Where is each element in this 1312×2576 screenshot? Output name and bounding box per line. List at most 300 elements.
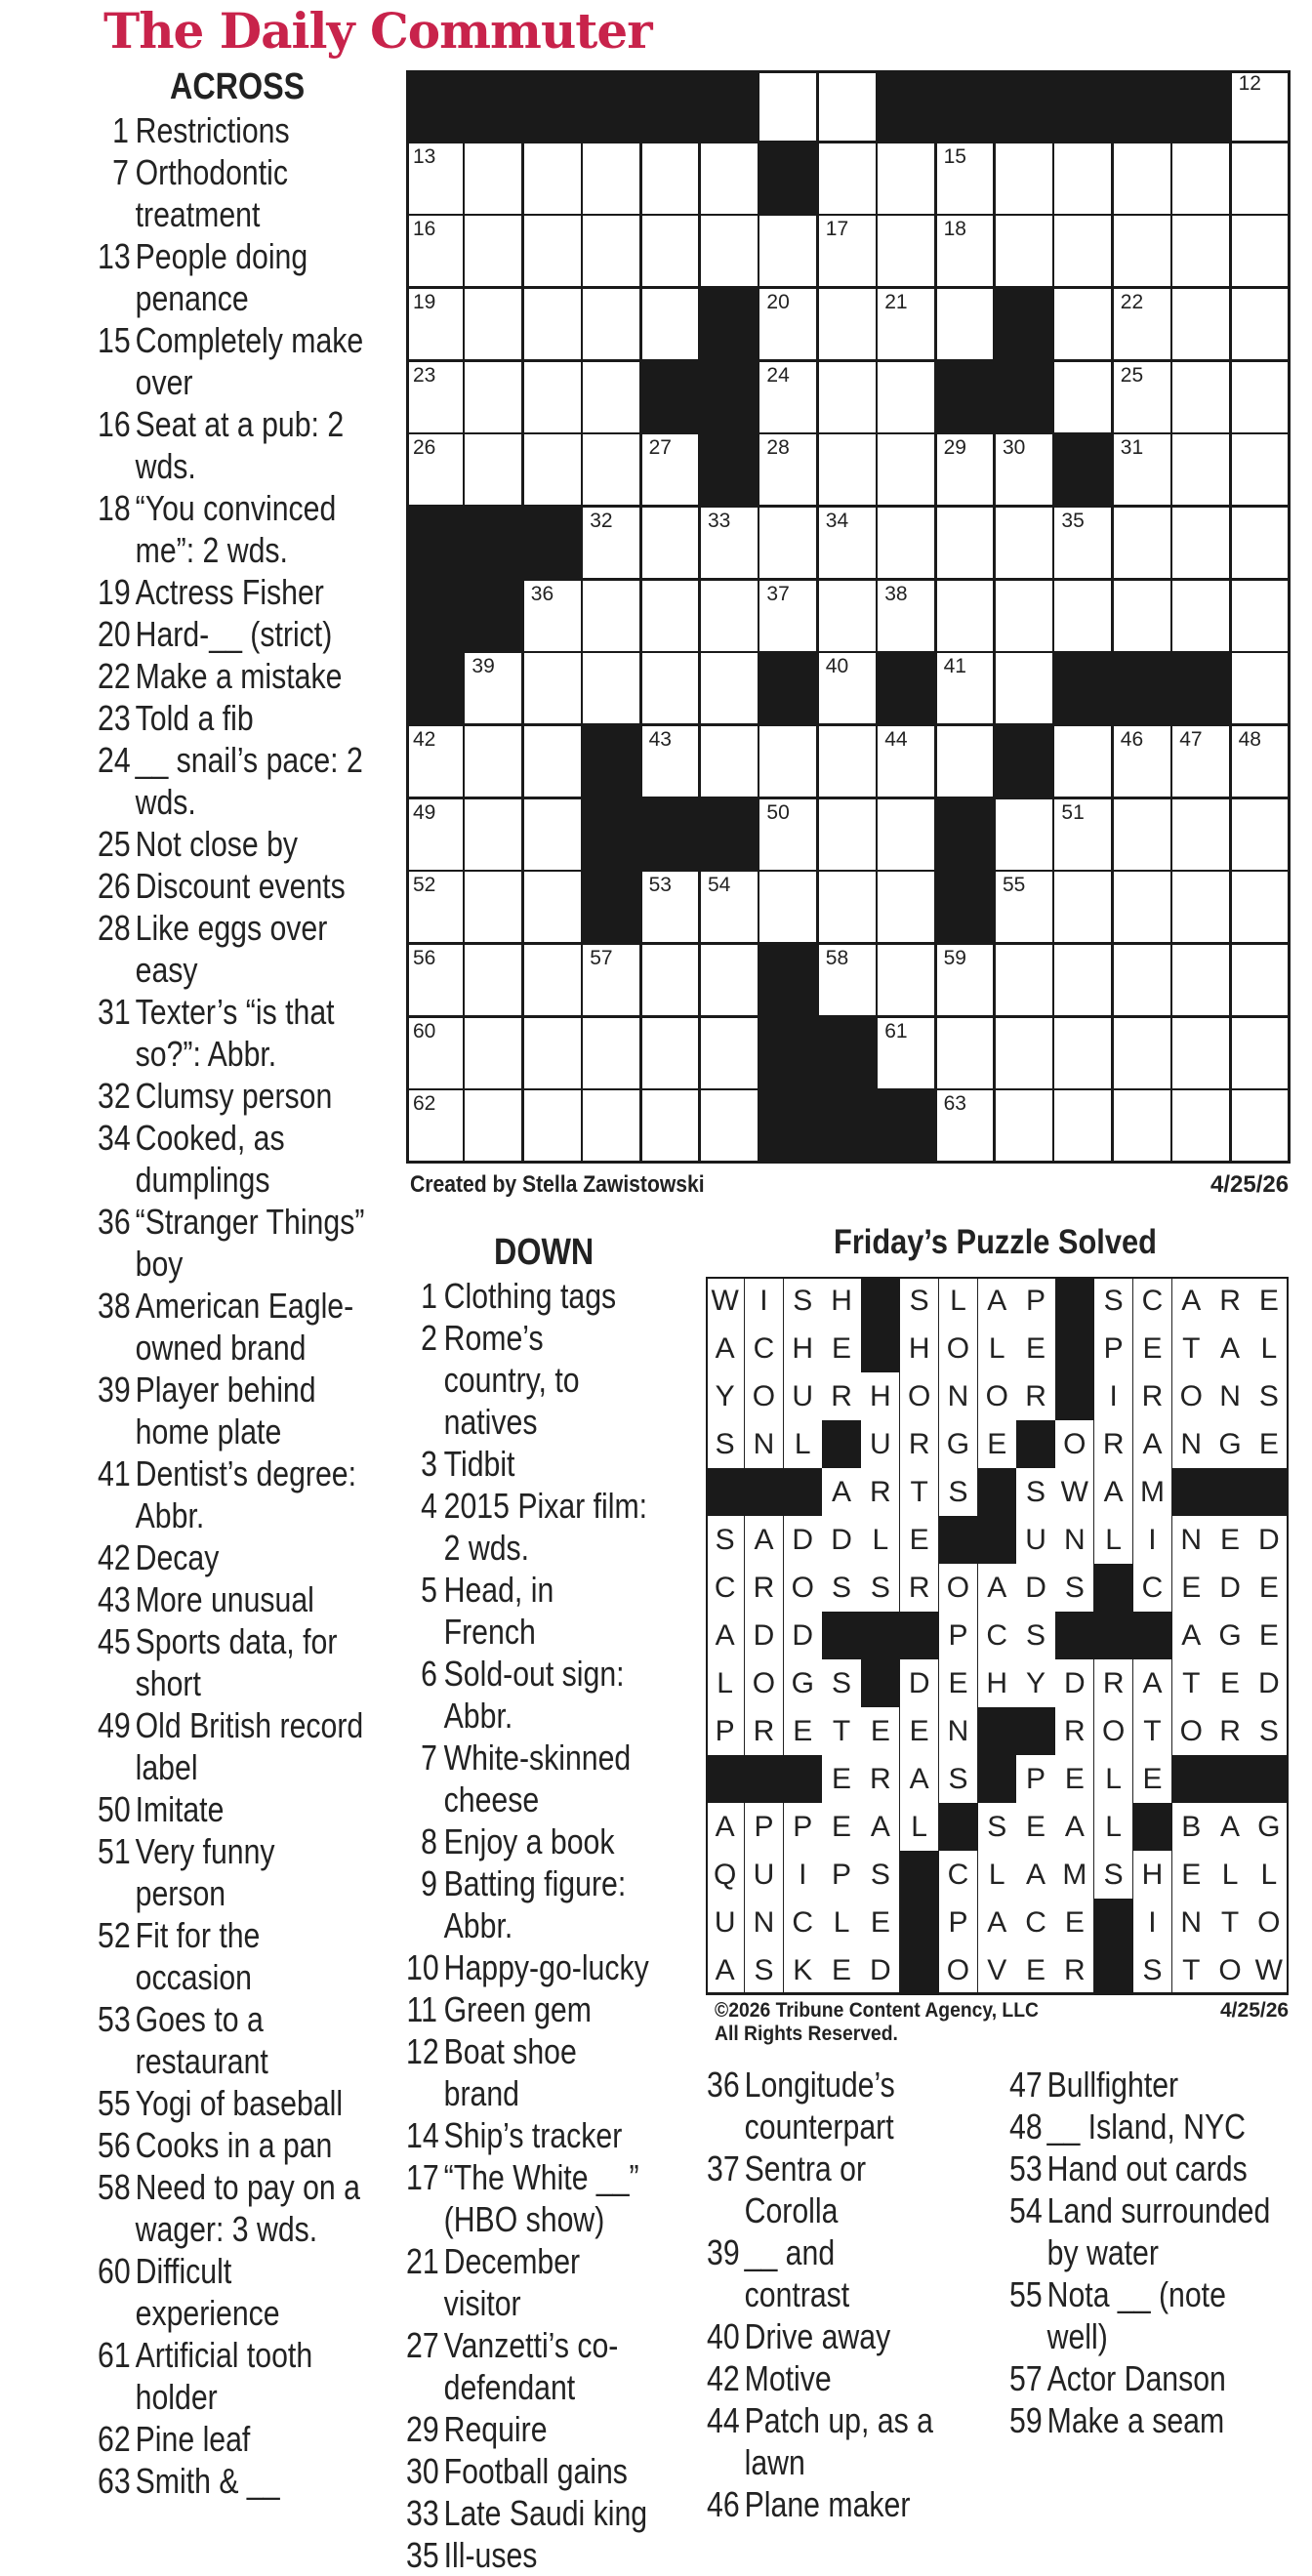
clue-item [98, 991, 368, 1075]
solved-letter: N [939, 1372, 978, 1421]
solved-letter: L [1210, 1851, 1250, 1900]
down-clue-list-2 [707, 2064, 936, 2525]
clue-text: American Eagle-owned brand [135, 1286, 354, 1368]
clue-item [98, 2124, 368, 2166]
clue-number: 48 [1009, 2106, 1043, 2147]
clue-text: Fit for the occasion [135, 1915, 261, 1997]
clue-number: 44 [707, 2400, 740, 2440]
clue-number: 57 [1009, 2358, 1043, 2398]
clue-text: Vanzetti’s co-defendant [443, 2325, 619, 2407]
solved-letter: L [1094, 1755, 1133, 1804]
solved-letter: S [1016, 1612, 1055, 1660]
clue-number: 33 [406, 2493, 439, 2533]
solved-letter: E [939, 1659, 978, 1708]
cell-number: 41 [943, 655, 966, 678]
solved-letter: S [939, 1468, 978, 1517]
clue-item [98, 1914, 368, 1998]
solved-letter: H [861, 1372, 900, 1421]
solved-letter: D [1250, 1516, 1289, 1565]
clue-text: Discount events [135, 866, 346, 906]
down-clue-list-1 [406, 1275, 652, 2576]
cell-number: 29 [943, 436, 966, 460]
clue-number: 56 [98, 2125, 131, 2165]
solved-letter: P [939, 1899, 978, 1947]
clue-item [98, 1369, 368, 1452]
clue-number: 17 [406, 2157, 439, 2197]
clue-number: 30 [406, 2451, 439, 2491]
copyright [715, 1999, 1039, 2046]
clue-number: 32 [98, 1076, 131, 1116]
clue-text: Batting figure: Abbr. [443, 1863, 627, 1945]
clue-item [98, 2418, 368, 2460]
clue-item [707, 2064, 936, 2147]
solved-letter: A [706, 1803, 745, 1852]
clue-number: 3 [421, 1444, 437, 1484]
solved-letter: O [978, 1372, 1017, 1421]
clue-number: 43 [98, 1579, 131, 1619]
solved-letter: I [1133, 1899, 1172, 1947]
cell-number: 27 [648, 436, 672, 460]
clue-text: __ Island, NYC [1046, 2106, 1247, 2147]
solved-letter: R [1016, 1372, 1055, 1421]
clue-text: Longitude’s counterpart [744, 2065, 895, 2147]
solved-letter: I [745, 1277, 784, 1326]
clue-text: Decay [135, 1537, 220, 1577]
clue-number: 4 [421, 1486, 437, 1526]
solved-letter: C [1133, 1277, 1172, 1326]
puzzle-date: 4/25/26 [1210, 1171, 1290, 1198]
clue-number: 59 [1009, 2400, 1043, 2440]
solved-letter: P [745, 1803, 784, 1852]
clue-text: People doing penance [135, 236, 308, 318]
clue-text: Hand out cards [1046, 2148, 1248, 2188]
cell-number: 33 [708, 510, 731, 532]
solved-letter: A [706, 1612, 745, 1660]
solved-letter: L [861, 1516, 900, 1565]
clue-item [98, 2082, 368, 2124]
solved-letter: N [1210, 1372, 1250, 1421]
clue-item [406, 1317, 652, 1443]
clue-item [707, 2315, 936, 2357]
cell-number: 49 [413, 800, 436, 824]
solved-letter: E [822, 1946, 861, 1995]
solved-letter: A [1094, 1468, 1133, 1517]
solved-letter: C [1133, 1564, 1172, 1613]
cell-number: 40 [825, 655, 849, 678]
solved-letter: B [1172, 1803, 1211, 1852]
clue-number: 49 [98, 1705, 131, 1745]
solved-letter: D [1016, 1564, 1055, 1613]
clue-text: Late Saudi king [443, 2493, 648, 2533]
clue-number: 55 [98, 2083, 131, 2123]
solved-letter: D [784, 1612, 823, 1660]
clue-item [98, 2250, 368, 2334]
clue-number: 20 [98, 614, 131, 654]
cell-number: 26 [413, 436, 436, 460]
cell-number: 50 [766, 800, 790, 824]
clue-text: Tidbit [443, 1444, 515, 1484]
solved-letter: D [1210, 1564, 1250, 1613]
solved-letter: I [1133, 1516, 1172, 1565]
cell-number: 28 [766, 436, 790, 460]
clue-item [98, 739, 368, 823]
cell-number: 53 [648, 874, 672, 897]
solved-letter: A [706, 1946, 745, 1995]
clue-number: 24 [98, 740, 131, 780]
clue-item [406, 1820, 652, 1862]
clue-text: Require [443, 2409, 548, 2449]
solved-puzzle-title: Friday’s Puzzle Solved [834, 1223, 1157, 1261]
clue-text: Dentist’s degree: Abbr. [135, 1453, 357, 1535]
clue-number: 13 [98, 236, 131, 276]
solved-letter: N [1172, 1420, 1211, 1469]
clue-number: 25 [98, 824, 131, 864]
solved-letter: T [822, 1707, 861, 1756]
clue-text: Patch up, as a lawn [744, 2400, 933, 2482]
solved-letter: T [1210, 1899, 1250, 1947]
solved-letter: A [978, 1899, 1017, 1947]
solved-letter: L [1094, 1516, 1133, 1565]
solved-letter: S [1055, 1564, 1094, 1613]
clue-text: Ship’s tracker [443, 2115, 623, 2155]
solved-letter: D [822, 1516, 861, 1565]
solved-letter: G [1210, 1612, 1250, 1660]
solved-letter: G [784, 1659, 823, 1708]
clue-item [406, 2324, 652, 2408]
cell-number: 20 [766, 291, 790, 313]
solved-letter: E [1250, 1612, 1289, 1660]
clue-text: Like eggs over easy [135, 908, 328, 990]
solved-letter: M [1133, 1468, 1172, 1517]
solved-letter: S [978, 1803, 1017, 1852]
cell-number: 13 [413, 144, 436, 168]
copyright-line-2: All Rights Reserved. [715, 2023, 898, 2045]
clue-number: 31 [98, 992, 131, 1032]
solved-letter: E [861, 1899, 900, 1947]
clue-number: 29 [406, 2409, 439, 2449]
solved-letter: G [939, 1420, 978, 1469]
solved-letter: A [1172, 1612, 1211, 1660]
cell-number: 34 [825, 510, 849, 532]
solved-letter: R [822, 1372, 861, 1421]
solved-letter: S [1016, 1468, 1055, 1517]
clue-text: Plane maker [744, 2484, 911, 2524]
solved-letter: E [1133, 1325, 1172, 1373]
solved-letter: E [1250, 1564, 1289, 1613]
clue-text: Texter’s “is that so?”: Abbr. [135, 992, 335, 1074]
clue-text: Sold-out sign: Abbr. [443, 1654, 625, 1736]
clue-item [1009, 2064, 1272, 2106]
solved-letter: U [706, 1899, 745, 1947]
solved-letter: A [745, 1516, 784, 1565]
solved-letter: L [822, 1899, 861, 1947]
clue-number: 39 [98, 1370, 131, 1410]
cell-number: 52 [413, 874, 436, 897]
across-heading: ACROSS [170, 66, 306, 107]
solved-letter: G [1210, 1420, 1250, 1469]
clue-item [98, 235, 368, 319]
clue-number: 34 [98, 1118, 131, 1158]
solved-letter: U [861, 1420, 900, 1469]
solved-letter: S [706, 1516, 745, 1565]
solved-letter: A [822, 1468, 861, 1517]
solved-letter: E [1133, 1755, 1172, 1804]
solved-letter: C [706, 1564, 745, 1613]
solved-letter: E [1055, 1755, 1094, 1804]
solved-letter: E [1172, 1564, 1211, 1613]
clue-number: 40 [707, 2316, 740, 2356]
solved-letter: U [745, 1851, 784, 1900]
solved-letter: E [1016, 1325, 1055, 1373]
solved-letter: S [1094, 1851, 1133, 1900]
clue-item [98, 319, 368, 403]
clue-number: 52 [98, 1915, 131, 1955]
solved-letter: R [861, 1468, 900, 1517]
solved-letter: C [745, 1325, 784, 1373]
solved-letter: R [1055, 1946, 1094, 1995]
solved-letter: T [900, 1468, 939, 1517]
clue-text: Imitate [135, 1789, 225, 1829]
clue-number: 61 [98, 2335, 131, 2375]
cell-number: 19 [413, 291, 436, 313]
copyright-line-1: ©2026 Tribune Content Agency, LLC [715, 1999, 1039, 2022]
clue-item [98, 109, 368, 151]
clue-item [98, 1285, 368, 1369]
solved-letter: W [1055, 1468, 1094, 1517]
solved-letter: A [1016, 1851, 1055, 1900]
cell-number: 43 [648, 728, 672, 751]
clue-text: Head, in French [443, 1570, 554, 1652]
solved-letter: S [1250, 1707, 1289, 1756]
clue-number: 46 [707, 2484, 740, 2524]
clue-text: Difficult experience [135, 2251, 280, 2333]
puzzle-credit: Created by Stella Zawistowski [410, 1171, 705, 1198]
solved-letter: T [1172, 1946, 1211, 1995]
solved-letter: E [861, 1707, 900, 1756]
cell-number: 59 [943, 947, 966, 969]
clue-item [98, 2166, 368, 2250]
solved-letter: N [745, 1899, 784, 1947]
clue-item [406, 1737, 652, 1820]
clue-number: 54 [1009, 2190, 1043, 2230]
solved-letter: L [1250, 1851, 1289, 1900]
clue-number: 18 [98, 488, 131, 528]
solved-letter: O [900, 1372, 939, 1421]
solved-letter: L [706, 1659, 745, 1708]
solved-letter: E [1016, 1803, 1055, 1852]
clue-item [406, 1569, 652, 1653]
solved-letter: W [1250, 1946, 1289, 1995]
clue-item [406, 2114, 652, 2156]
clue-text: White-skinned cheese [443, 1738, 632, 1820]
clue-number: 22 [98, 656, 131, 696]
clue-number: 50 [98, 1789, 131, 1829]
solved-letter: E [1172, 1851, 1211, 1900]
solved-letter: C [1016, 1899, 1055, 1947]
clue-text: Clumsy person [135, 1076, 333, 1116]
cell-number: 31 [1120, 436, 1144, 460]
clue-item [406, 1443, 652, 1485]
clue-number: 10 [406, 1947, 439, 1987]
solved-letter: M [1055, 1851, 1094, 1900]
clue-text: Enjoy a book [443, 1821, 615, 1861]
solved-letter: R [861, 1755, 900, 1804]
clue-text: Drive away [744, 2316, 891, 2356]
across-clue-list [98, 109, 368, 2502]
solved-letter: S [706, 1420, 745, 1469]
clue-text: Pine leaf [135, 2419, 251, 2459]
clue-item [406, 1988, 652, 2030]
clue-number: 14 [406, 2115, 439, 2155]
clue-text: “The White __” (HBO show) [443, 2157, 639, 2239]
cell-number: 54 [708, 874, 731, 897]
cell-number: 57 [590, 947, 613, 969]
solved-letter: H [900, 1325, 939, 1373]
cell-number: 38 [884, 582, 908, 605]
clue-number: 45 [98, 1621, 131, 1661]
solved-letter: H [784, 1325, 823, 1373]
solved-letter: T [1172, 1325, 1211, 1373]
solved-letter: O [939, 1325, 978, 1373]
solved-letter: D [900, 1659, 939, 1708]
solved-letter: E [1016, 1946, 1055, 1995]
clue-item [1009, 2106, 1272, 2147]
clue-text: Happy-go-lucky [443, 1947, 649, 1987]
clue-item [98, 1830, 368, 1914]
cell-number: 46 [1120, 728, 1144, 751]
solved-letter: D [1055, 1659, 1094, 1708]
solved-letter: E [822, 1755, 861, 1804]
clue-text: Nota __ (note well) [1046, 2274, 1226, 2356]
cell-number: 42 [413, 728, 436, 751]
solved-letter: D [745, 1612, 784, 1660]
solved-letter: L [1250, 1325, 1289, 1373]
clue-number: 42 [98, 1537, 131, 1577]
clue-item [98, 1788, 368, 1830]
clue-number: 60 [98, 2251, 131, 2291]
solved-letter: L [978, 1325, 1017, 1373]
clue-number: 9 [421, 1863, 437, 1903]
solved-letter: L [900, 1803, 939, 1852]
clue-number: 53 [98, 1999, 131, 2039]
cell-number: 23 [413, 363, 436, 387]
solved-letter: E [1210, 1659, 1250, 1708]
clue-text: Ill-uses [443, 2535, 538, 2575]
solved-letter: E [784, 1707, 823, 1756]
solved-letter: S [861, 1851, 900, 1900]
solved-letter: O [784, 1564, 823, 1613]
cell-number: 30 [1003, 436, 1026, 460]
clue-item [406, 1275, 652, 1317]
clue-item [406, 2534, 652, 2576]
solved-letter: D [784, 1516, 823, 1565]
clue-number: 7 [112, 152, 129, 192]
clue-item [98, 1578, 368, 1620]
down-clue-list-3 [1009, 2064, 1272, 2441]
solved-letter: S [822, 1564, 861, 1613]
clue-text: __ snail’s pace: 2 wds. [135, 740, 363, 822]
solved-letter: O [1210, 1946, 1250, 1995]
clue-text: Make a mistake [135, 656, 343, 696]
cell-number: 56 [413, 947, 436, 969]
clue-number: 53 [1009, 2148, 1043, 2188]
clue-text: Green gem [443, 1989, 592, 2029]
solved-letter: S [1094, 1277, 1133, 1326]
clue-item [1009, 2357, 1272, 2399]
solved-letter: H [1133, 1851, 1172, 1900]
clue-item [1009, 2399, 1272, 2441]
clue-item [98, 865, 368, 907]
clue-item [406, 2492, 652, 2534]
solved-letter: P [1016, 1277, 1055, 1326]
clue-text: Old British record label [135, 1705, 364, 1787]
solved-letter: A [1055, 1803, 1094, 1852]
solved-letter: A [1172, 1277, 1211, 1326]
clue-number: 51 [98, 1831, 131, 1871]
clue-text: Cooks in a pan [135, 2125, 333, 2165]
solved-letter: G [1250, 1803, 1289, 1852]
solved-letter: R [745, 1707, 784, 1756]
cell-number: 36 [530, 582, 554, 605]
solved-letter: O [745, 1372, 784, 1421]
solved-letter: N [1172, 1516, 1211, 1565]
solved-letter: H [822, 1277, 861, 1326]
clue-number: 8 [421, 1821, 437, 1861]
clue-text: Sentra or Corolla [744, 2148, 867, 2230]
clue-item [406, 2408, 652, 2450]
clue-text: 2015 Pixar film: 2 wds. [443, 1486, 648, 1568]
solved-letter: R [900, 1564, 939, 1613]
solved-letter: S [861, 1564, 900, 1613]
clue-number: 35 [406, 2535, 439, 2575]
cell-number: 35 [1061, 510, 1085, 532]
solved-letter: D [861, 1946, 900, 1995]
cell-number: 48 [1238, 728, 1261, 751]
clue-item [406, 2030, 652, 2114]
clue-text: Hard-__ (strict) [135, 614, 333, 654]
solved-letter: S [1133, 1946, 1172, 1995]
solved-letter: S [745, 1946, 784, 1995]
clue-number: 6 [421, 1654, 437, 1694]
solved-letter: R [1210, 1707, 1250, 1756]
clue-text: Clothing tags [443, 1276, 617, 1316]
cell-number: 18 [943, 218, 966, 241]
solved-letter: R [745, 1564, 784, 1613]
clue-number: 1 [112, 110, 129, 150]
cell-number: 25 [1120, 363, 1144, 387]
clue-item [406, 1485, 652, 1569]
clue-number: 47 [1009, 2065, 1043, 2105]
clue-number: 58 [98, 2167, 131, 2207]
clue-text: “You convinced me”: 2 wds. [135, 488, 337, 570]
clue-text: Actor Danson [1046, 2358, 1226, 2398]
clue-item [707, 2399, 936, 2483]
cell-number: 16 [413, 218, 436, 241]
solved-letter: E [900, 1516, 939, 1565]
solved-letter: O [1172, 1707, 1211, 1756]
clue-item [98, 2334, 368, 2418]
cell-number: 44 [884, 728, 908, 751]
clue-item [98, 151, 368, 235]
clue-text: __ and contrast [744, 2232, 850, 2314]
solved-letter: S [939, 1755, 978, 1804]
solved-letter: N [745, 1420, 784, 1469]
solved-letter: A [978, 1564, 1017, 1613]
solved-letter: A [900, 1755, 939, 1804]
clue-text: Boat shoe brand [443, 2031, 577, 2113]
clue-item [98, 1704, 368, 1788]
clue-text: December visitor [443, 2241, 581, 2323]
